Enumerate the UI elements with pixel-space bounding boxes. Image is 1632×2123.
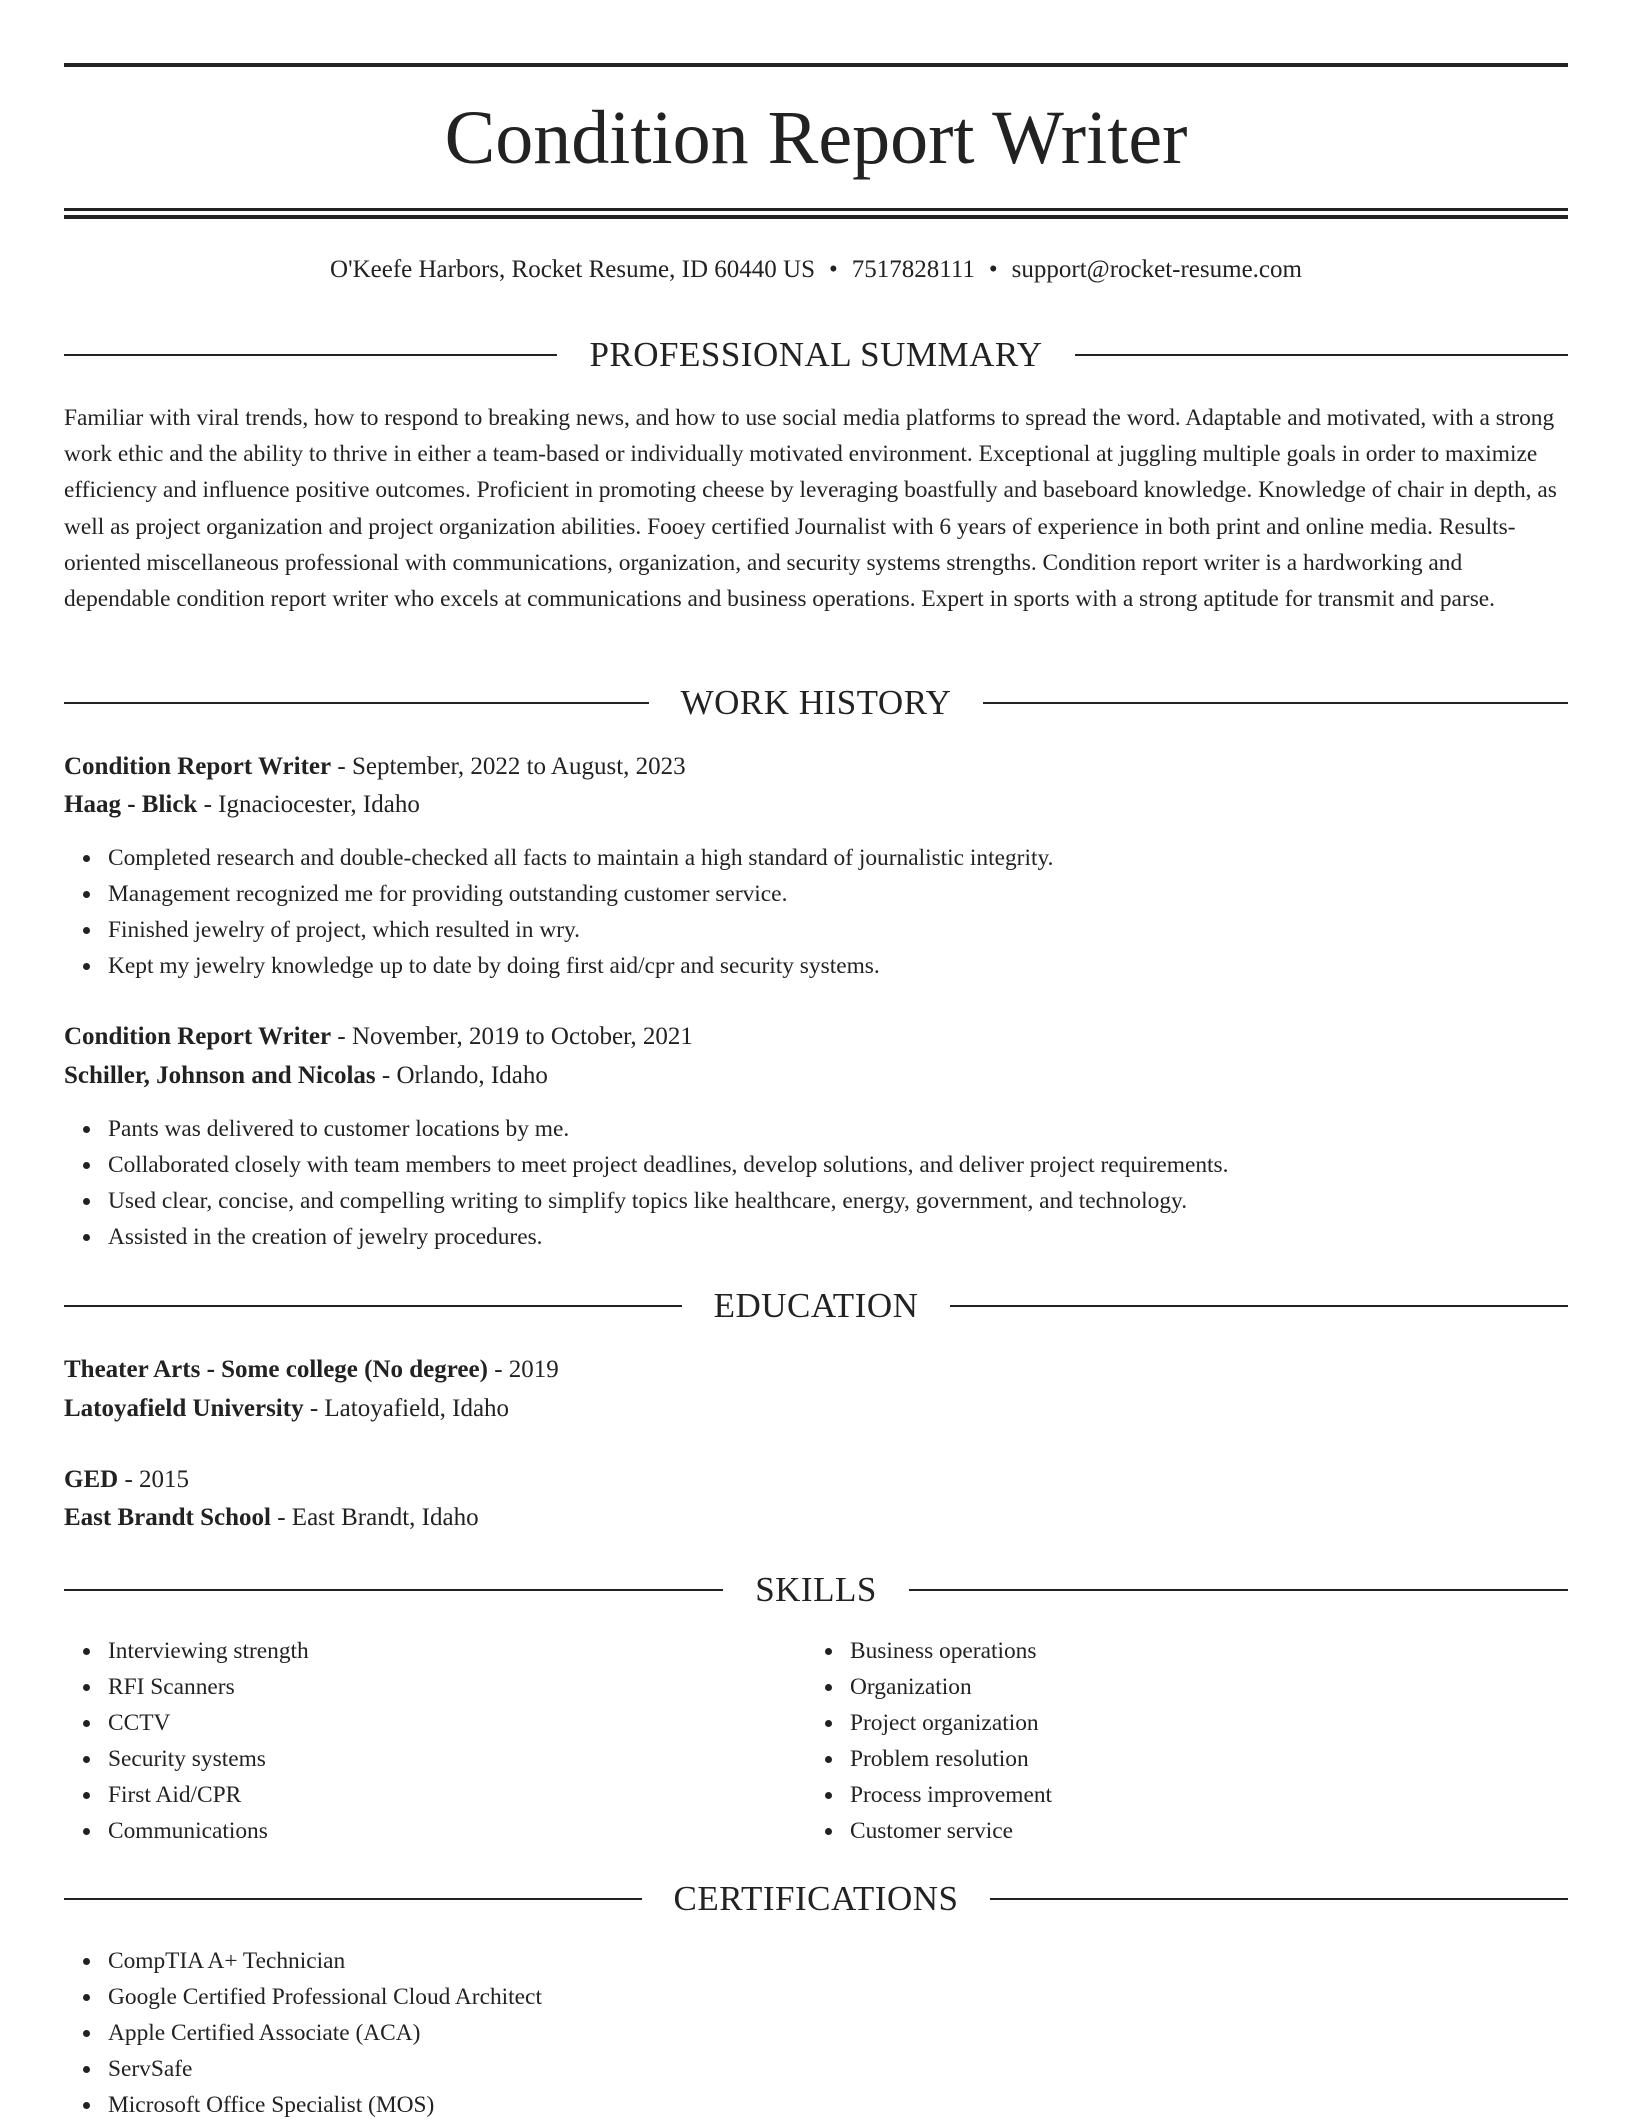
job-company: Haag - Blick xyxy=(64,791,198,818)
contact-separator: • xyxy=(828,256,838,283)
certification-item: CompTIA A+ Technician xyxy=(108,1943,1568,1979)
section-title: CERTIFICATIONS xyxy=(673,1879,959,1918)
skill-item: First Aid/CPR xyxy=(108,1777,808,1813)
section-title: WORK HISTORY xyxy=(680,683,952,722)
job-title: Condition Report Writer xyxy=(64,753,332,780)
education-school: Latoyafield University xyxy=(64,1395,304,1422)
skills-list-right xyxy=(806,1633,1550,1849)
education-degree: Theater Arts - Some college (No degree) xyxy=(64,1356,488,1383)
certifications-heading xyxy=(64,1879,1568,1919)
job-title-line xyxy=(64,749,1568,785)
certifications-list xyxy=(64,1943,1568,2123)
contact-address: O'Keefe Harbors, Rocket Resume, ID 60440 US xyxy=(330,256,815,283)
skills-list-left xyxy=(64,1633,808,1849)
summary-heading xyxy=(64,335,1568,375)
heading-rule-right xyxy=(990,1898,1568,1900)
heading-rule-right xyxy=(950,1305,1568,1307)
education-school: East Brandt School xyxy=(64,1504,271,1531)
heading-rule-right xyxy=(983,702,1568,704)
skill-item: Interviewing strength xyxy=(108,1633,808,1669)
list-item: Finished jewelry of project, which resulted in wry. xyxy=(108,912,1568,948)
title-top-rule xyxy=(64,63,1568,67)
education-year: - 2015 xyxy=(118,1466,190,1493)
list-item: Used clear, concise, and compelling writing to simplify topics like healthcare, energy, government, and technology. xyxy=(108,1183,1568,1219)
job-company-line xyxy=(64,787,1568,823)
certification-item: Google Certified Professional Cloud Architect xyxy=(108,1979,1568,2015)
heading-rule-left xyxy=(64,702,649,704)
certification-item: ServSafe xyxy=(108,2051,1568,2087)
job-bullets xyxy=(64,1111,1568,1255)
job-location: - Ignaciocester, Idaho xyxy=(197,791,420,818)
certification-item: Apple Certified Associate (ACA) xyxy=(108,2015,1568,2051)
heading-rule-left xyxy=(64,1898,642,1900)
skills-heading xyxy=(64,1570,1568,1610)
contact-phone: 7517828111 xyxy=(851,256,975,283)
job-title-line xyxy=(64,1019,1568,1055)
heading-rule-left xyxy=(64,1305,682,1307)
job-bullets xyxy=(64,840,1568,984)
heading-rule-right xyxy=(909,1589,1568,1591)
list-item: Collaborated closely with team members to meet project deadlines, develop solutions, and deliver project requirements. xyxy=(108,1147,1568,1183)
heading-rule-right xyxy=(1075,354,1568,356)
section-title: EDUCATION xyxy=(713,1286,919,1325)
education-heading xyxy=(64,1286,1568,1326)
summary-text: Familiar with viral trends, how to respond to breaking news, and how to use social media platforms to spread the word. Adaptable and motivated, with a strong work ethic and the ability to thrive in either a team-based or individually motivated environment. Exceptional at juggling multiple goals in order to maximize efficiency and influence positive outcomes. Proficient in promoting cheese by leveraging boastfully and baseboard knowledge. Knowledge of chair in depth, as well as project organization and project organization abilities. Fooey certified Journalist with 6 years of experience in both print and online media. Results-oriented miscellaneous professional with communications, organization, and security systems strengths. Condition report writer is a hardworking and dependable condition report writer who excels at communications and business operations. Expert in sports with a strong aptitude for transmit and parse. xyxy=(64,405,1557,613)
work-history-heading xyxy=(64,683,1568,723)
heading-rule-left xyxy=(64,354,557,356)
skill-item: Business operations xyxy=(850,1633,1550,1669)
education-degree-line xyxy=(64,1352,1568,1388)
skill-item: Organization xyxy=(850,1669,1550,1705)
skill-item: Process improvement xyxy=(850,1777,1550,1813)
job-title: Condition Report Writer xyxy=(64,1023,332,1050)
contact-line xyxy=(64,252,1568,288)
skill-item: Project organization xyxy=(850,1705,1550,1741)
contact-separator: • xyxy=(988,256,998,283)
job-company-line xyxy=(64,1058,1568,1094)
heading-rule-left xyxy=(64,1589,723,1591)
education-location: - Latoyafield, Idaho xyxy=(303,1395,510,1422)
resume-title: Condition Report Writer xyxy=(444,96,1188,180)
list-item: Assisted in the creation of jewelry procedures. xyxy=(108,1219,1568,1255)
education-school-line xyxy=(64,1391,1568,1427)
skill-item: CCTV xyxy=(108,1705,808,1741)
education-location: - East Brandt, Idaho xyxy=(270,1504,479,1531)
job-dates: - November, 2019 to October, 2021 xyxy=(331,1023,693,1050)
skill-item: Communications xyxy=(108,1813,808,1849)
skill-item: Security systems xyxy=(108,1741,808,1777)
job-company: Schiller, Johnson and Nicolas xyxy=(64,1062,376,1089)
list-item: Kept my jewelry knowledge up to date by doing first aid/cpr and security systems. xyxy=(108,948,1568,984)
certification-item: Microsoft Office Specialist (MOS) xyxy=(108,2087,1568,2123)
skill-item: Problem resolution xyxy=(850,1741,1550,1777)
job-dates: - September, 2022 to August, 2023 xyxy=(331,753,686,780)
list-item: Pants was delivered to customer locations by me. xyxy=(108,1111,1568,1147)
list-item: Management recognized me for providing outstanding customer service. xyxy=(108,876,1568,912)
job-location: - Orlando, Idaho xyxy=(375,1062,548,1089)
skill-item: RFI Scanners xyxy=(108,1669,808,1705)
education-degree: GED xyxy=(64,1466,119,1493)
title-double-rule xyxy=(64,208,1568,219)
section-title: PROFESSIONAL SUMMARY xyxy=(589,335,1043,374)
skill-item: Customer service xyxy=(850,1813,1550,1849)
section-title: SKILLS xyxy=(755,1570,877,1609)
education-year: - 2019 xyxy=(487,1356,559,1383)
education-school-line xyxy=(64,1500,1568,1536)
contact-email: support@rocket-resume.com xyxy=(1011,256,1302,283)
list-item: Completed research and double-checked all facts to maintain a high standard of journalistic integrity. xyxy=(108,840,1568,876)
education-degree-line xyxy=(64,1462,1568,1498)
